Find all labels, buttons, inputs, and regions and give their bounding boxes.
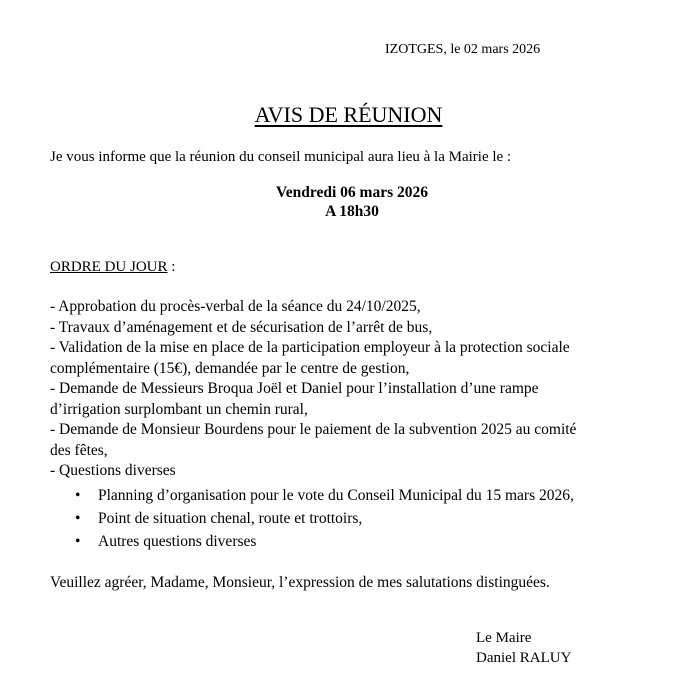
agenda-item: - Validation de la mise en place de la participation employeur à la protection sociale xyxy=(50,339,570,356)
agenda-item: - Travaux d’aménagement et de sécurisation de l’arrêt de bus, xyxy=(50,318,433,336)
sub-agenda-item xyxy=(72,486,574,509)
meeting-time: A 18h30 xyxy=(325,203,379,220)
sub-agenda-item-text: Planning d’organisation pour le vote du Conseil Municipal du 15 mars 2026, xyxy=(98,487,574,504)
sub-agenda-item-text: Autres questions diverses xyxy=(98,533,257,550)
place-date: IZOTGES, le 02 mars 2026 xyxy=(385,42,541,57)
bullet-icon: • xyxy=(75,533,81,550)
agenda-list xyxy=(50,297,670,482)
signature-role: Le Maire xyxy=(476,630,532,646)
meeting-date: Vendredi 06 mars 2026 xyxy=(276,184,428,201)
agenda-item: complémentaire (15€), demandée par le centre de gestion, xyxy=(50,359,410,377)
agenda-item: - Approbation du procès-verbal de la séance du 24/10/2025, xyxy=(50,298,421,315)
sub-agenda-list xyxy=(72,486,574,555)
bullet-icon: • xyxy=(75,510,81,527)
sub-agenda-item xyxy=(72,532,574,555)
agenda-item: des fêtes, xyxy=(50,441,108,459)
agenda-item: - Demande de Messieurs Broqua Joël et Daniel pour l’installation d’une rampe xyxy=(50,380,539,397)
agenda-item: d’irrigation surplombant un chemin rural, xyxy=(50,400,308,418)
agenda-heading-colon: : xyxy=(167,259,176,275)
signature-block xyxy=(476,628,571,668)
document-title xyxy=(0,102,697,128)
agenda-heading xyxy=(50,259,175,276)
agenda-heading-label: ORDRE DU JOUR xyxy=(50,259,168,275)
document-title-text: AVIS DE RÉUNION xyxy=(254,102,443,127)
bullet-icon: • xyxy=(75,487,81,504)
sub-agenda-item xyxy=(72,509,574,532)
sub-agenda-item-text: Point de situation chenal, route et trottoirs, xyxy=(98,510,363,527)
intro-paragraph: Je vous informe que la réunion du conseil municipal aura lieu à la Mairie le : xyxy=(50,149,512,165)
closing-paragraph: Veuillez agréer, Madame, Monsieur, l’expression de mes salutations distinguées. xyxy=(50,574,550,591)
signature-name: Daniel RALUY xyxy=(476,650,572,666)
agenda-item: - Questions diverses xyxy=(50,462,176,479)
agenda-item: - Demande de Monsieur Bourdens pour le paiement de la subvention 2025 au comité xyxy=(50,421,577,438)
